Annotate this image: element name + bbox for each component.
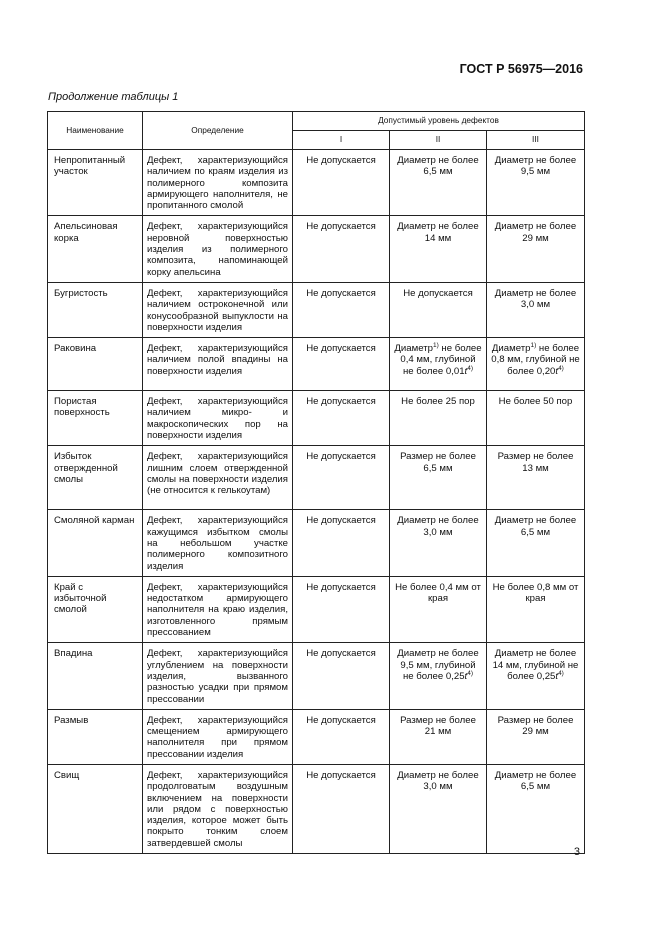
defect-definition: Дефект, характеризующийся продолговатым воздушным включением на поверхности или рядом с поверхностью изделия, которое может быть покрыто тонким слоем затвердевшей смолы xyxy=(143,764,293,853)
defect-name: Пористая поверхность xyxy=(48,391,143,446)
level-3-value: Диаметр не более 3,0 мм xyxy=(487,282,585,337)
defects-table xyxy=(47,111,585,854)
defect-name: Край с избыточной смолой xyxy=(48,576,143,642)
footnote-ref: 4) xyxy=(467,669,473,677)
level-3-value: Не более 50 пор xyxy=(487,391,585,446)
level-3-value xyxy=(487,643,585,709)
level-3-value xyxy=(487,338,585,391)
document-code: ГОСТ Р 56975—2016 xyxy=(459,62,583,76)
defect-definition: Дефект, характеризующийся лишним слоем отвержденной смолы на поверхности изделия (не относится к гелькоутам) xyxy=(143,446,293,510)
thickness-symbol: t xyxy=(555,670,559,682)
table-row xyxy=(48,576,585,642)
level-3-value: Размер не более 13 мм xyxy=(487,446,585,510)
level-2-value: Не более 25 пор xyxy=(390,391,487,446)
header-level-3: III xyxy=(487,131,585,150)
defect-name: Раковина xyxy=(48,338,143,391)
level-2-value xyxy=(390,643,487,709)
level-1-value: Не допускается xyxy=(293,643,390,709)
thickness-symbol: t xyxy=(555,365,559,377)
level-1-value: Не допускается xyxy=(293,709,390,764)
table-row xyxy=(48,764,585,853)
level-1-value: Не допускается xyxy=(293,216,390,282)
table-row xyxy=(48,150,585,216)
level-3-value: Диаметр не более 6,5 мм xyxy=(487,764,585,853)
level-2-value: Не допускается xyxy=(390,282,487,337)
level-2-value: Диаметр не более 14 мм xyxy=(390,216,487,282)
thickness-symbol: t xyxy=(464,670,468,682)
level-1-value: Не допускается xyxy=(293,446,390,510)
table-row xyxy=(48,391,585,446)
table-row xyxy=(48,446,585,510)
level-1-value: Не допускается xyxy=(293,391,390,446)
footnote-ref: 1) xyxy=(432,341,439,349)
defect-name: Избыток отвержденной смолы xyxy=(48,446,143,510)
level-3-value: Диаметр не более 9,5 мм xyxy=(487,150,585,216)
table-caption: Продолжение таблицы 1 xyxy=(48,91,179,103)
defect-name: Бугристость xyxy=(48,282,143,337)
defect-name: Размыв xyxy=(48,709,143,764)
defect-definition: Дефект, характеризующийся наличием остроконечной или конусообразной выпуклости на поверхности изделия xyxy=(143,282,293,337)
level-2-text: не более 0,4 мм, глубиной не более 0,01 xyxy=(400,343,482,377)
thickness-symbol: t xyxy=(464,365,468,377)
footnote-ref: 4) xyxy=(467,364,473,372)
defect-definition: Дефект, характеризующийся наличием по краям изделия из полимерного композита армирующего наполнителя, не пропитанного смолой xyxy=(143,150,293,216)
defect-definition: Дефект, характеризующийся неровной поверхностью изделия из полимерного композита, напоминающей корку апельсина xyxy=(143,216,293,282)
level-2-text: Диаметр xyxy=(394,343,433,355)
footnote-ref: 4) xyxy=(558,364,564,372)
level-3-value: Диаметр не более 29 мм xyxy=(487,216,585,282)
defect-definition: Дефект, характеризующийся недостатком армирующего наполнителя на краю изделия, изготовленного прямым прессованием xyxy=(143,576,293,642)
footnote-ref: 1) xyxy=(530,341,537,349)
level-1-value: Не допускается xyxy=(293,764,390,853)
table-row xyxy=(48,709,585,764)
level-1-value: Не допускается xyxy=(293,282,390,337)
table-row xyxy=(48,338,585,391)
table-row xyxy=(48,643,585,709)
defect-name: Впадина xyxy=(48,643,143,709)
level-3-value: Диаметр не более 6,5 мм xyxy=(487,510,585,576)
level-2-value: Не более 0,4 мм от края xyxy=(390,576,487,642)
table-row xyxy=(48,282,585,337)
header-level-2: II xyxy=(390,131,487,150)
level-3-text: Диаметр не более 14 мм, глубиной не более 0,25 xyxy=(492,648,579,682)
table-row xyxy=(48,510,585,576)
level-1-value: Не допускается xyxy=(293,576,390,642)
defect-definition: Дефект, характеризующийся углублением на поверхности изделия, вызванного разностью усадки при прямом прессовании xyxy=(143,643,293,709)
level-3-text: не более 0,8 мм, глубиной не более 0,20 xyxy=(491,343,580,377)
level-2-value: Размер не более 21 мм xyxy=(390,709,487,764)
defect-name: Смоляной карман xyxy=(48,510,143,576)
level-2-text: Диаметр не более 9,5 мм, глубиной не более 0,25 xyxy=(397,648,479,682)
defect-definition: Дефект, характеризующийся наличием полой впадины на поверхности изделия xyxy=(143,338,293,391)
level-1-value: Не допускается xyxy=(293,510,390,576)
header-level-1: I xyxy=(293,131,390,150)
header-definition: Определение xyxy=(143,112,293,150)
level-2-value: Диаметр не более 3,0 мм xyxy=(390,764,487,853)
level-2-value xyxy=(390,338,487,391)
level-2-value: Диаметр не более 3,0 мм xyxy=(390,510,487,576)
defect-definition: Дефект, характеризующийся кажущимся избытком смолы на небольшом участке полимерного композитного изделия xyxy=(143,510,293,576)
level-1-value: Не допускается xyxy=(293,150,390,216)
header-allowed-level: Допустимый уровень дефектов xyxy=(293,112,585,131)
page-number: 3 xyxy=(573,846,580,858)
level-3-text: Диаметр xyxy=(491,343,531,355)
level-1-value: Не допускается xyxy=(293,338,390,391)
header-name: Наименование xyxy=(48,112,143,150)
level-3-value: Размер не более 29 мм xyxy=(487,709,585,764)
defect-name: Непропитанный участок xyxy=(48,150,143,216)
level-3-value: Не более 0,8 мм от края xyxy=(487,576,585,642)
footnote-ref: 4) xyxy=(558,669,564,677)
level-2-value: Диаметр не более 6,5 мм xyxy=(390,150,487,216)
level-2-value: Размер не более 6,5 мм xyxy=(390,446,487,510)
defect-definition: Дефект, характеризующийся наличием микро- и макроскопических пор на поверхности изделия xyxy=(143,391,293,446)
defect-definition: Дефект, характеризующийся смещением армирующего наполнителя при прямом прессовании изделия xyxy=(143,709,293,764)
defect-name: Апельсиновая корка xyxy=(48,216,143,282)
table-row xyxy=(48,216,585,282)
defect-name: Свищ xyxy=(48,764,143,853)
